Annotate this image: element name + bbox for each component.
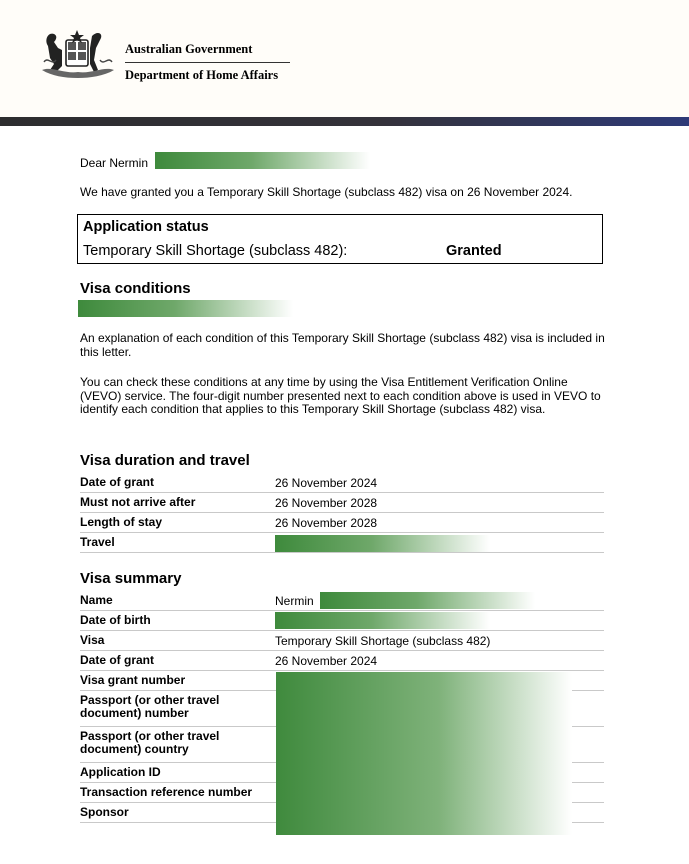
row-label: Must not arrive after: [80, 495, 196, 509]
row-value: Nermin: [275, 594, 314, 608]
row-label: Name: [80, 593, 113, 607]
row-label: Passport (or other travel document) country: [80, 729, 220, 756]
row-label: Visa: [80, 633, 105, 647]
letterhead: [0, 0, 689, 117]
government-branding: [125, 42, 290, 83]
row-label: Application ID: [80, 765, 161, 779]
redaction-bar: [320, 592, 535, 609]
table-row: [80, 651, 604, 671]
header-band: [0, 117, 689, 126]
conditions-paragraph-1: An explanation of each condition of this Temporary Skill Shortage (subclass 482) visa is included in this letter.: [80, 331, 605, 359]
salutation: Dear Nermin: [80, 156, 149, 170]
org-name-line1: Australian Government: [125, 42, 290, 63]
row-label: Date of grant: [80, 653, 155, 667]
visa-conditions-heading: Visa conditions: [80, 280, 191, 297]
row-value: 26 November 2028: [275, 516, 378, 530]
conditions-paragraph-2: You can check these conditions at any time by using the Visa Entitlement Verification Online (VEVO) service. The four-digit number presented next to each condition above is used in VEVO to identify each condition that applies to this Temporary Skill Shortage (subclass 482) visa.: [80, 375, 601, 416]
visa-duration-heading: Visa duration and travel: [80, 452, 250, 469]
visa-summary-heading: Visa summary: [80, 570, 182, 587]
row-value: 26 November 2024: [275, 654, 378, 668]
redaction-bar: [78, 300, 293, 317]
redaction-bar: [275, 535, 490, 552]
row-value: 26 November 2024: [275, 476, 378, 490]
row-label: Date of birth: [80, 613, 151, 627]
row-label: Length of stay: [80, 515, 163, 529]
redaction-block: [276, 672, 572, 835]
table-row: [80, 631, 604, 651]
table-row: [80, 513, 604, 533]
row-label: Travel: [80, 535, 115, 549]
status-label: Temporary Skill Shortage (subclass 482):: [83, 243, 348, 259]
row-label: Transaction reference number: [80, 785, 253, 799]
org-name-line2: Department of Home Affairs: [125, 68, 279, 82]
redaction-bar: [275, 612, 490, 629]
row-value: Temporary Skill Shortage (subclass 482): [275, 634, 491, 648]
application-status-box: [77, 214, 603, 264]
row-label: Date of grant: [80, 475, 155, 489]
status-value: Granted: [446, 243, 502, 259]
row-label: Passport (or other travel document) number: [80, 693, 220, 720]
coat-of-arms-icon: [40, 26, 116, 84]
status-title: Application status: [83, 219, 209, 235]
table-row: [80, 493, 604, 513]
grant-sentence: We have granted you a Temporary Skill Shortage (subclass 482) visa on 26 November 2024.: [80, 185, 573, 199]
row-value: 26 November 2028: [275, 496, 378, 510]
table-row: [80, 473, 604, 493]
row-label: Visa grant number: [80, 673, 186, 687]
row-label: Sponsor: [80, 805, 129, 819]
redaction-bar: [155, 152, 370, 169]
